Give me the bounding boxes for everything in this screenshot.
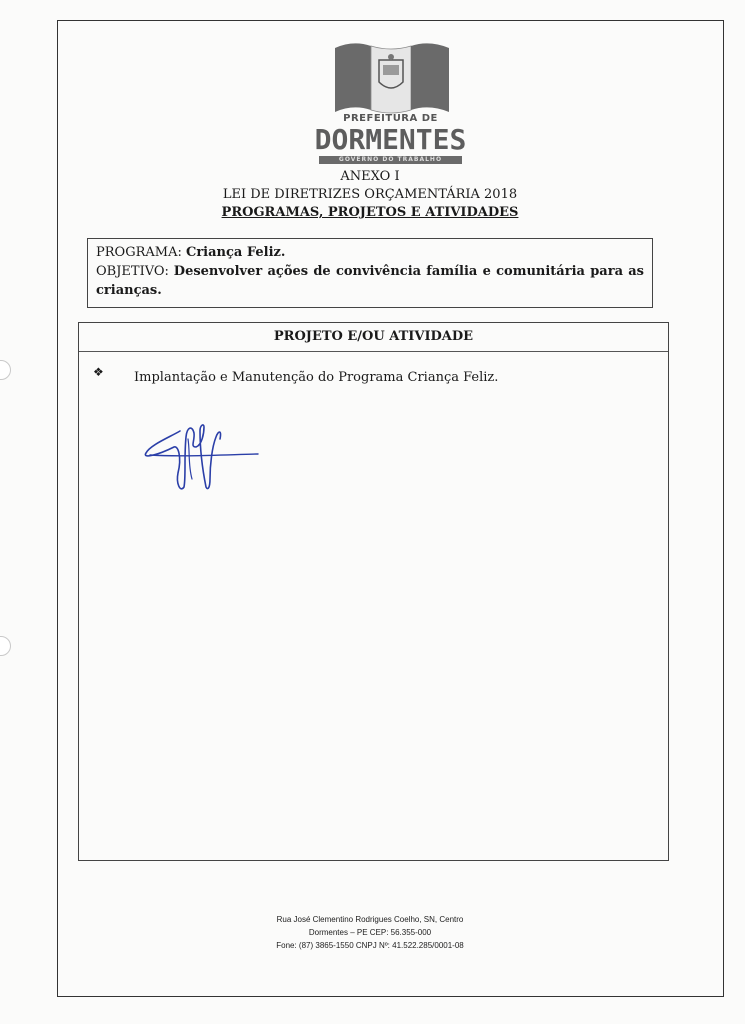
logo-prefix: PREFEITURA DE: [343, 113, 438, 124]
program-value: Criança Feliz.: [185, 245, 286, 260]
logo-slogan: GOVERNO DO TRABALHO: [319, 156, 462, 164]
bullet-icon: ❖: [93, 365, 104, 379]
punch-hole: [0, 360, 11, 380]
logo-name: DORMENTES: [314, 123, 467, 156]
objective-value: Desenvolver ações de convivência família e comunitária para as crianças.: [96, 264, 644, 298]
punch-hole: [0, 636, 11, 656]
objective-label: OBJETIVO:: [96, 264, 169, 279]
footer-address: [220, 913, 520, 952]
program-line: [96, 243, 644, 262]
activity-title: PROJETO E/OU ATIVIDADE: [273, 329, 474, 344]
section-title: PROGRAMAS, PROJETOS E ATIVIDADES: [221, 205, 519, 220]
program-box: [87, 238, 653, 308]
activity-item: Implantação e Manutenção do Programa Criança Feliz.: [134, 370, 499, 385]
footer-contact: Fone: (87) 3865-1550 CNPJ Nº: 41.522.285/0001-08: [276, 941, 464, 950]
footer-city: Dormentes – PE CEP: 56.355-000: [308, 928, 432, 937]
dormentes-logo: [313, 40, 468, 168]
activity-divider: [79, 351, 668, 352]
flag-crest-icon: [313, 40, 468, 115]
objective-line: [96, 262, 644, 300]
activity-box: [78, 322, 669, 861]
program-label: PROGRAMA:: [96, 245, 182, 260]
annex-title: ANEXO I: [340, 169, 400, 184]
footer-street: Rua José Clementino Rodrigues Coelho, SN, Centro: [276, 915, 464, 924]
signature: [140, 417, 265, 495]
law-title: LEI DE DIRETRIZES ORÇAMENTÁRIA 2018: [222, 187, 518, 202]
